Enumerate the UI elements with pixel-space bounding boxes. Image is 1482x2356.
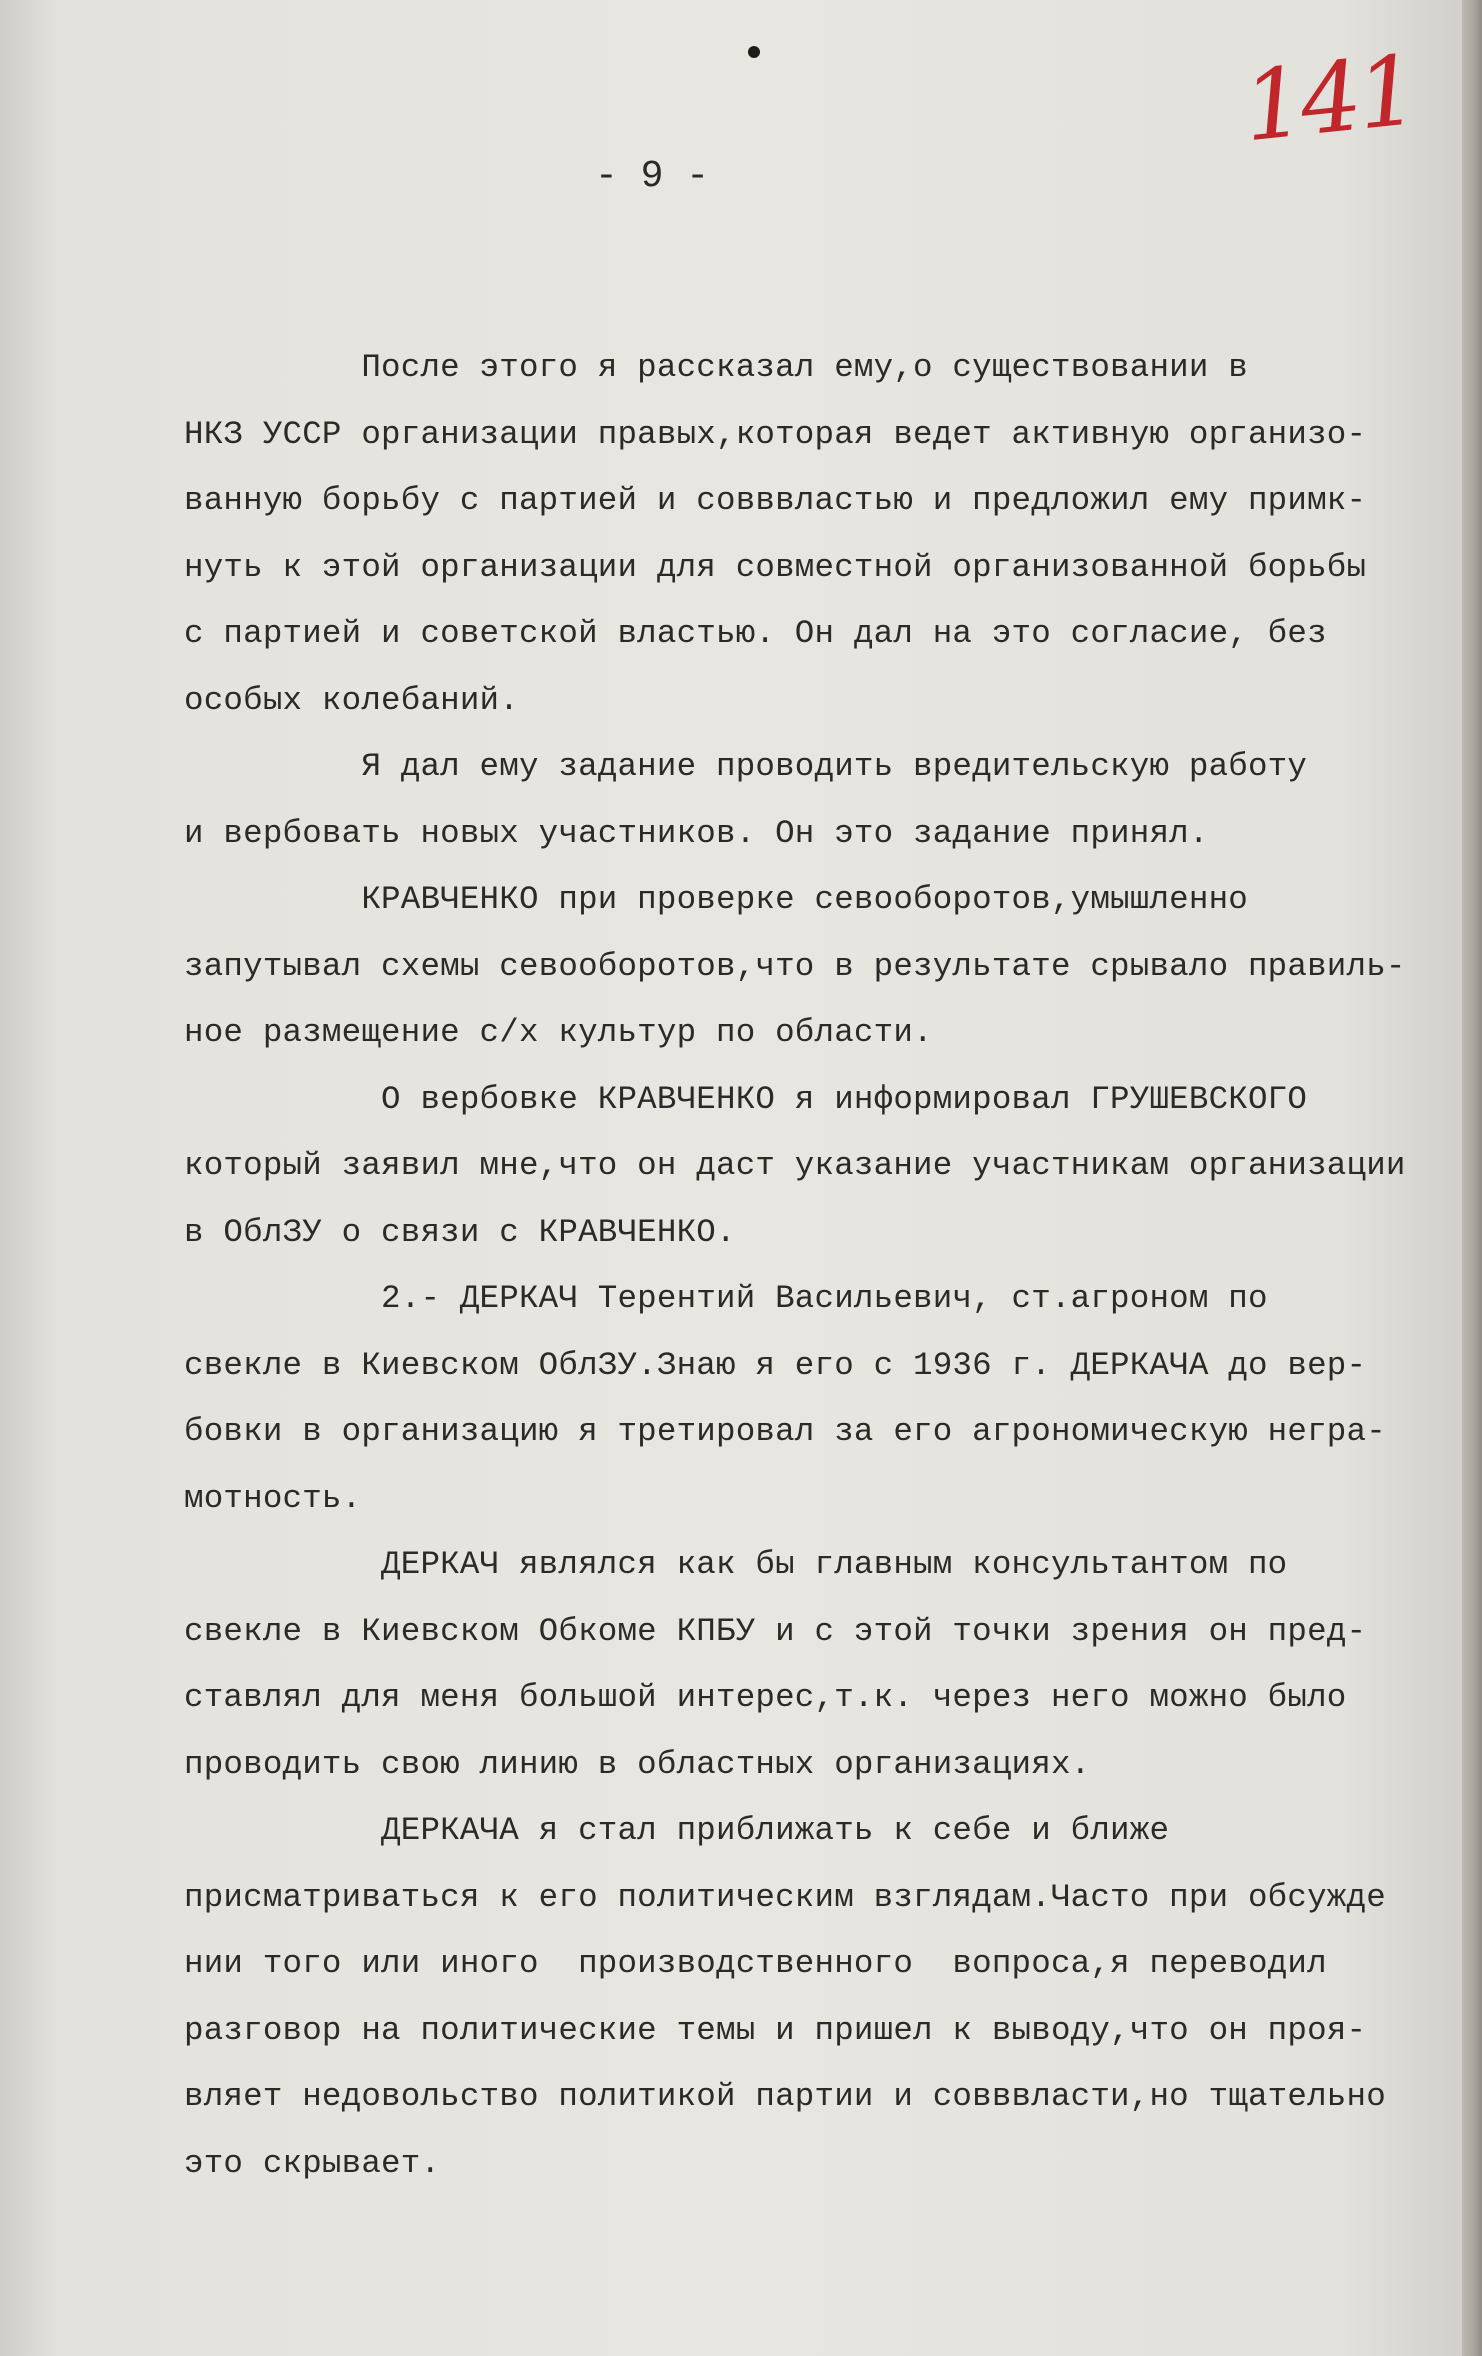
text-line: Я дал ему задание проводить вредительскую работу [184,748,1308,785]
folio-number: 141 [1238,34,1421,164]
text-line: КРАВЧЕНКО при проверке севооборотов,умышленно [184,881,1248,918]
text-line: это скрывает. [184,2144,441,2182]
text-line: мотность. [184,1479,362,1517]
text-line: присматриваться к его политическим взглядам.Часто при обсужде [184,1878,1386,1916]
text-line: который заявил мне,что он даст указание участникам организации [184,1147,1406,1184]
text-line: ДЕРКАЧА я стал приближать к себе и ближе [184,1812,1170,1849]
text-line: свекле в Киевском Обкоме КПБУ и с этой точки зрения он пред- [184,1612,1367,1650]
text-line: проводить свою линию в областных организациях. [184,1745,1091,1783]
text-line: После этого я рассказал ему,о существовании в [184,349,1248,386]
text-line: О вербовке КРАВЧЕНКО я информировал ГРУШЕВСКОГО [184,1080,1308,1118]
text-line: ванную борьбу с партией и совввластью и предложил ему примк- [184,482,1367,519]
ink-dot [748,46,760,58]
text-line: ное размещение с/х культур по области. [184,1014,933,1051]
text-line: бовки в организацию я третировал за его агрономическую негра- [184,1413,1386,1450]
page-number: - 9 - [595,155,710,198]
text-line: нуть к этой организации для совместной организованной борьбы [184,548,1367,586]
text-line: и вербовать новых участников. Он это задание принял. [184,814,1209,852]
text-line: 2.- ДЕРКАЧ Терентий Васильевич, ст.агроном по [184,1280,1268,1317]
text-line: ДЕРКАЧ являлся как бы главным консультантом по [184,1546,1288,1583]
text-line: в ОблЗУ о связи с КРАВЧЕНКО. [184,1213,736,1251]
text-line: запутывал схемы севооборотов,что в результате срывало правиль- [184,947,1406,985]
text-line: особых колебаний. [184,681,519,719]
text-line: НКЗ УССР организации правых,которая ведет активную организо- [184,415,1367,453]
document-body [184,335,1464,2197]
page-edge [1462,0,1482,2356]
text-line: свекле в Киевском ОблЗУ.Знаю я его с 1936 г. ДЕРКАЧА до вер- [184,1346,1367,1384]
text-line: с партией и советской властью. Он дал на это согласие, без [184,615,1327,652]
text-line: разговор на политические темы и пришел к выводу,что он проя- [184,2011,1367,2049]
text-line: ставлял для меня большой интерес,т.к. через него можно было [184,1679,1347,1716]
text-line: вляет недовольство политикой партии и совввласти,но тщательно [184,2078,1386,2115]
text-line: нии того или иного производственного вопроса,я переводил [184,1945,1327,1982]
